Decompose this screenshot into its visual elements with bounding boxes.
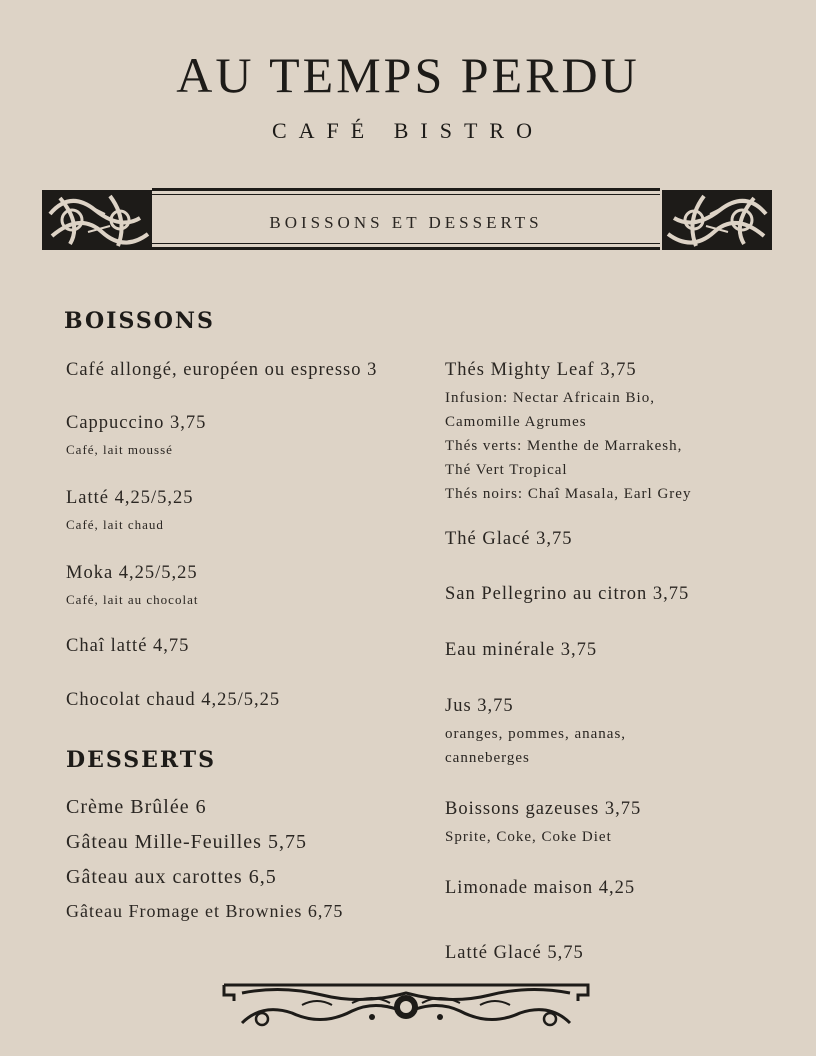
menu-item — [445, 354, 785, 506]
item-name: Latté Glacé 5,75 — [445, 943, 584, 963]
item-description-line: Sprite, Coke, Coke Diet — [445, 829, 612, 845]
menu-item — [445, 523, 785, 555]
item-description-line: oranges, pommes, ananas, — [445, 726, 627, 742]
banner-frame — [152, 188, 660, 250]
item-name: Chaî latté 4,75 — [66, 636, 190, 656]
boissons-right-column — [445, 354, 785, 969]
menu-item — [445, 937, 785, 969]
item-name: Limonade maison 4,25 — [445, 878, 636, 898]
item-description-line: canneberges — [445, 750, 530, 766]
boissons-heading: BOISSONS — [64, 308, 215, 334]
baroque-scroll-footer-icon — [222, 983, 590, 1033]
item-description-line: Thés verts: Menthe de Marrakesh, — [445, 438, 683, 454]
menu-item — [445, 578, 785, 610]
item-name: Café allongé, européen ou espresso 3 — [66, 360, 378, 380]
menu-item — [66, 407, 396, 460]
boissons-left-column — [66, 354, 396, 716]
item-name: Cappuccino 3,75 — [66, 413, 207, 433]
celtic-knot-right-icon — [658, 184, 775, 256]
celtic-knot-left-icon — [40, 184, 155, 256]
restaurant-subtitle: CAFÉ BISTRO — [272, 118, 544, 143]
menu-item — [66, 354, 396, 386]
item-description: Café, lait au chocolat — [66, 592, 199, 607]
item-name: Chocolat chaud 4,25/5,25 — [66, 690, 281, 710]
item-description: Café, lait chaud — [66, 517, 164, 532]
item-description-line: Thés noirs: Chaî Masala, Earl Grey — [445, 486, 692, 502]
menu-item — [66, 684, 396, 716]
menu-item — [66, 482, 396, 535]
menu-item — [445, 793, 785, 849]
item-name: Moka 4,25/5,25 — [66, 563, 198, 583]
item-name: Boissons gazeuses 3,75 — [445, 799, 642, 819]
item-name: Thé Glacé 3,75 — [445, 529, 573, 549]
item-name: Jus 3,75 — [445, 696, 514, 716]
item-description-line: Thé Vert Tropical — [445, 462, 568, 478]
desserts-column — [66, 790, 411, 927]
item-name: Thés Mighty Leaf 3,75 — [445, 360, 637, 380]
dessert-item: Gâteau Fromage et Brownies 6,75 — [66, 901, 344, 921]
dessert-item: Gâteau Mille-Feuilles 5,75 — [66, 831, 307, 853]
menu-item — [66, 557, 396, 610]
item-name: San Pellegrino au citron 3,75 — [445, 584, 690, 604]
item-name: Eau minérale 3,75 — [445, 640, 598, 660]
menu-item — [445, 634, 785, 666]
desserts-heading: DESSERTS — [66, 747, 217, 773]
dessert-item: Crème Brûlée 6 — [66, 796, 207, 818]
dessert-item: Gâteau aux carottes 6,5 — [66, 866, 277, 888]
menu-item — [66, 630, 396, 662]
item-description-line: Camomille Agrumes — [445, 414, 587, 430]
item-description: Café, lait moussé — [66, 442, 173, 457]
menu-item — [445, 690, 785, 770]
banner-label: BOISSONS ET DESSERTS — [269, 213, 543, 232]
item-description-line: Infusion: Nectar Africain Bio, — [445, 390, 655, 406]
restaurant-name: AU TEMPS PERDU — [176, 47, 640, 103]
item-name: Latté 4,25/5,25 — [66, 488, 194, 508]
menu-item — [445, 872, 785, 904]
section-banner — [40, 184, 775, 256]
